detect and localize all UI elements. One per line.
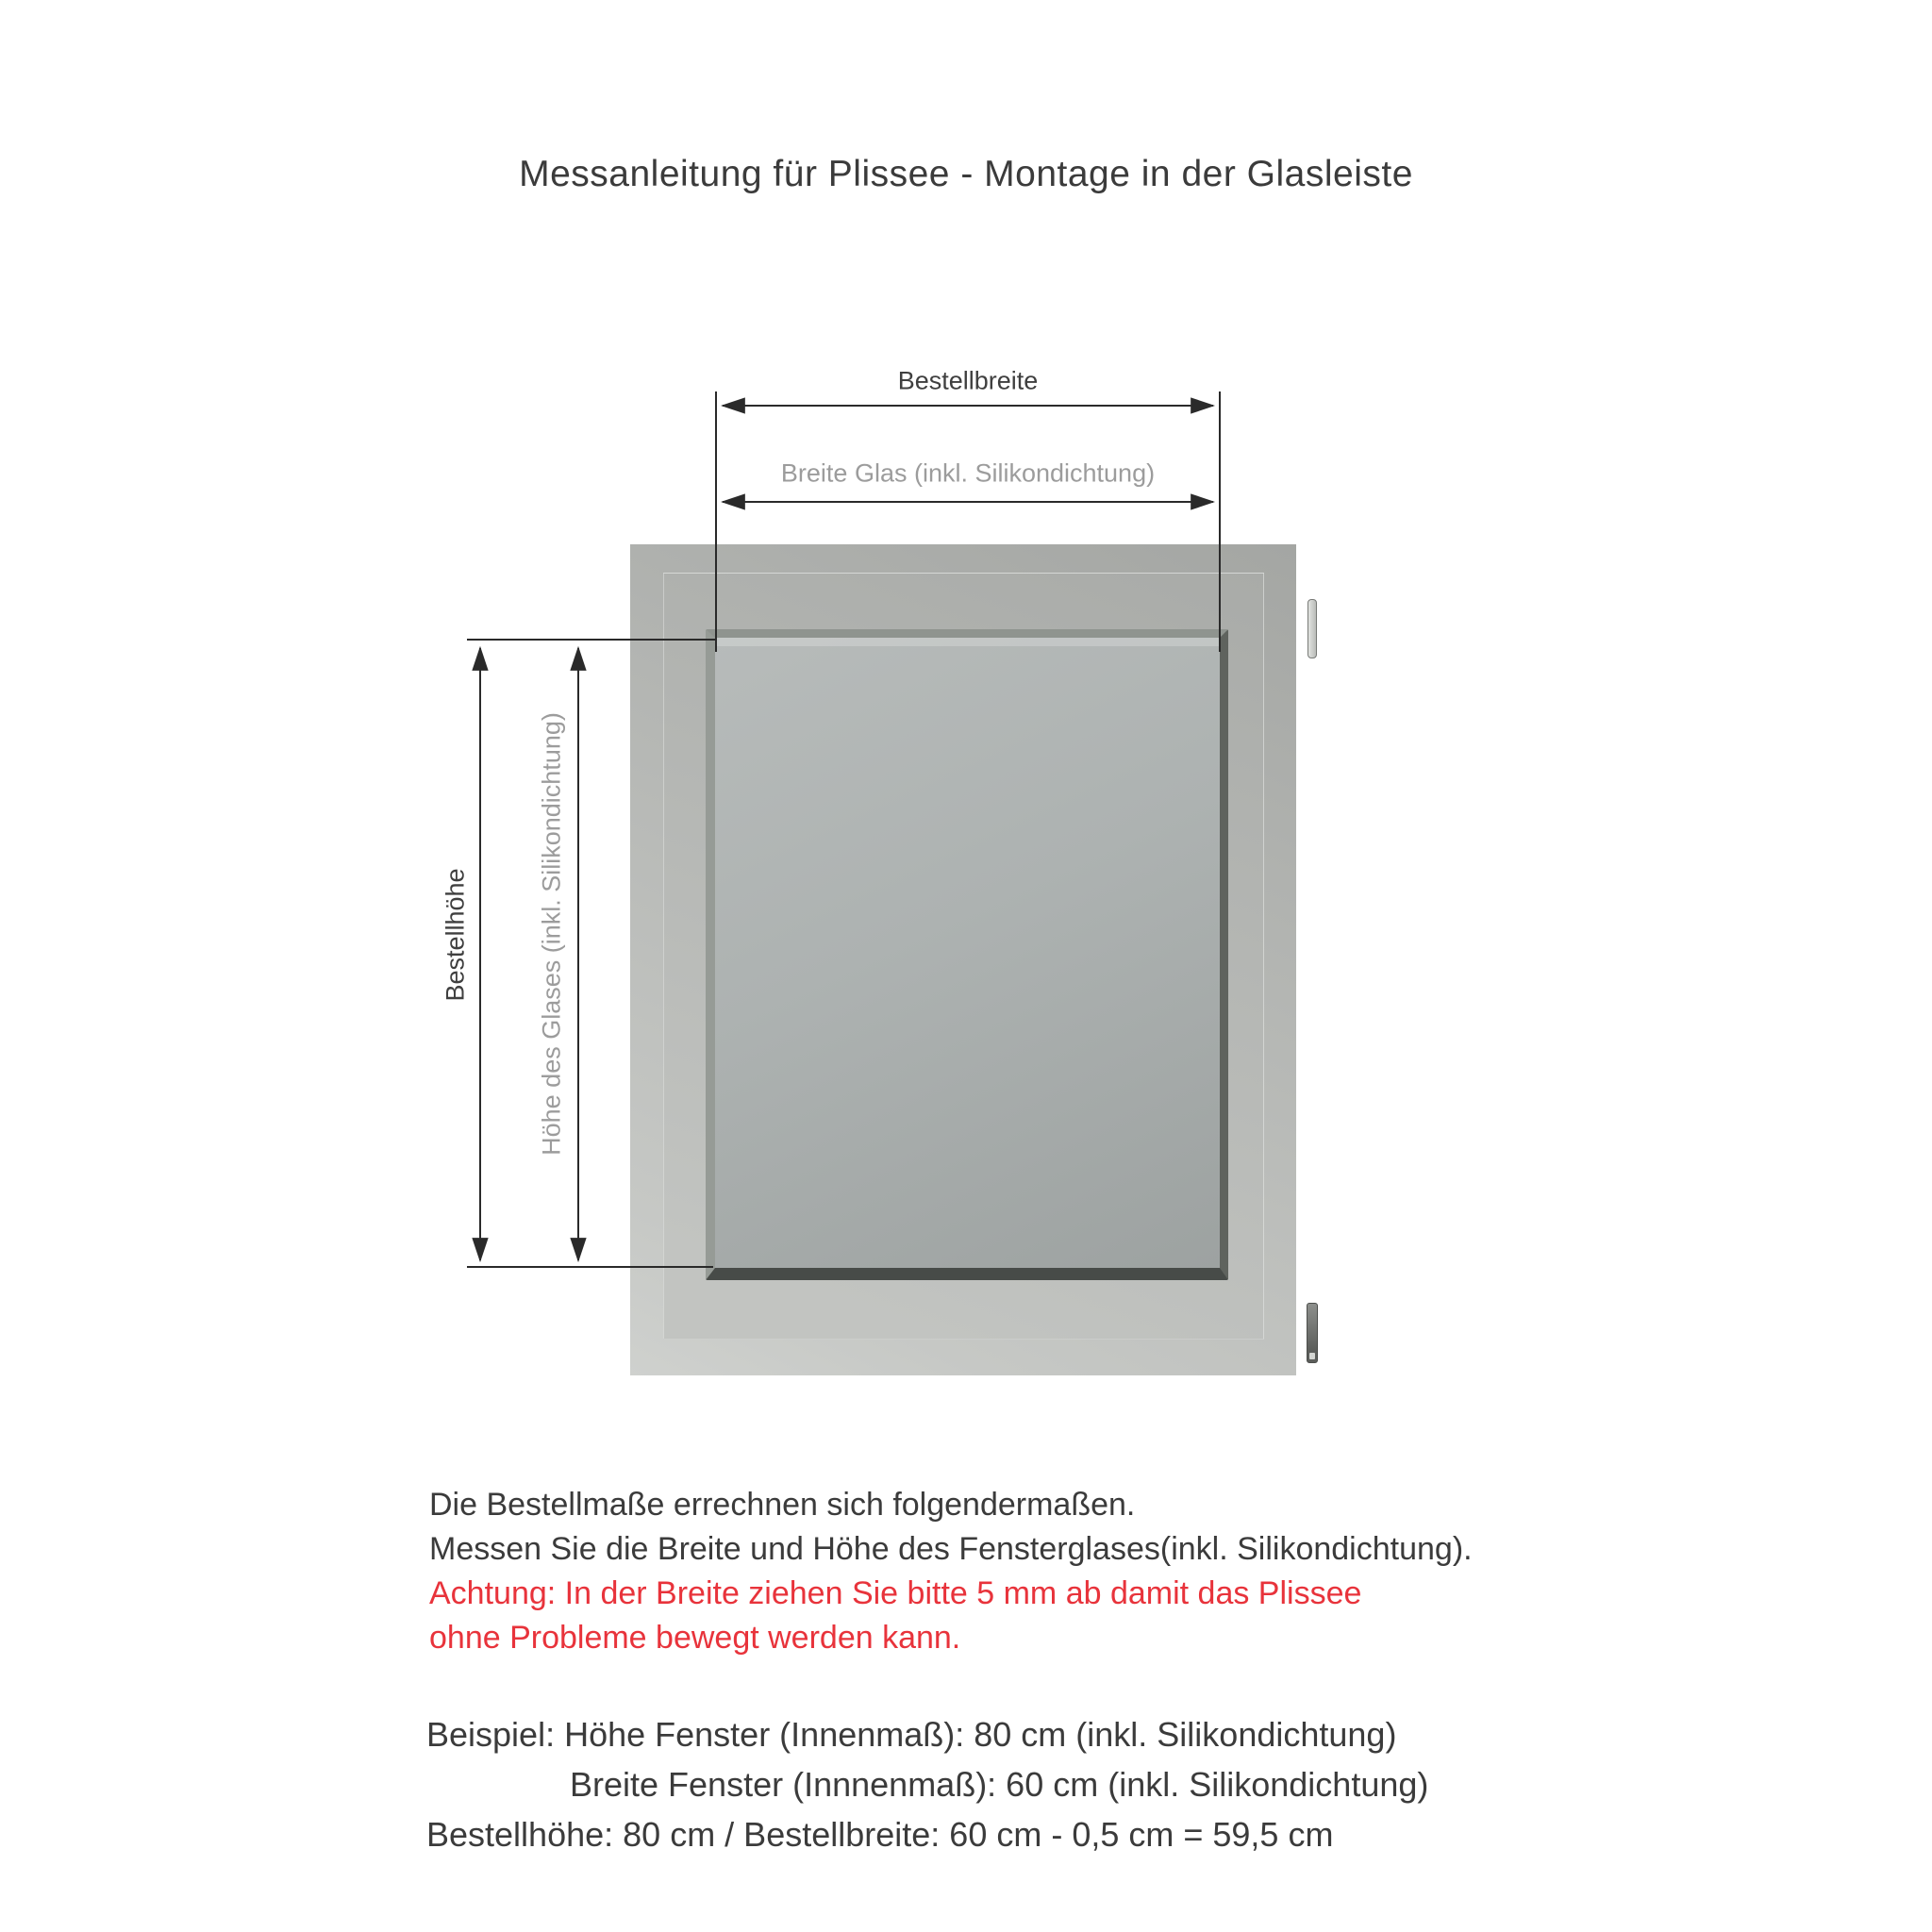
warning-line: ohne Probleme bewegt werden kann. — [429, 1620, 961, 1656]
warning-line: Achtung: In der Breite ziehen Sie bitte 5 mm ab damit das Plissee — [429, 1575, 1362, 1611]
window-hinge-top — [1307, 599, 1317, 658]
label-bestellbreite: Bestellbreite — [897, 366, 1039, 395]
window-illustration — [630, 544, 1296, 1375]
instruction-text-block — [429, 1483, 1473, 1660]
instruction-line: Messen Sie die Breite und Höhe des Fensterglases(inkl. Silikondichtung). — [429, 1531, 1473, 1567]
example-line-breite: Breite Fenster (Innnenmaß): 60 cm (inkl. Silikondichtung) — [570, 1765, 1429, 1804]
instruction-line: Die Bestellmaße errechnen sich folgendermaßen. — [429, 1487, 1136, 1523]
window-hinge-bottom — [1307, 1303, 1318, 1363]
label-breite-glas: Breite Glas (inkl. Silikondichtung) — [780, 458, 1156, 488]
example-line-result: Bestellhöhe: 80 cm / Bestellbreite: 60 cm - 0,5 cm = 59,5 cm — [426, 1815, 1334, 1854]
example-text-block — [426, 1709, 1428, 1859]
page-title: Messanleitung für Plissee - Montage in der Glasleiste — [519, 154, 1413, 194]
hinge-pin — [1309, 1353, 1315, 1359]
glass-bead-frame — [706, 629, 1228, 1280]
label-hoehe-glas: Höhe des Glases (inkl. Silikondichtung) — [537, 712, 566, 1156]
example-line-hoehe: Beispiel: Höhe Fenster (Innenmaß): 80 cm (inkl. Silikondichtung) — [426, 1715, 1397, 1754]
glass-pane — [715, 638, 1220, 646]
label-bestellhoehe: Bestellhöhe — [441, 868, 470, 1002]
